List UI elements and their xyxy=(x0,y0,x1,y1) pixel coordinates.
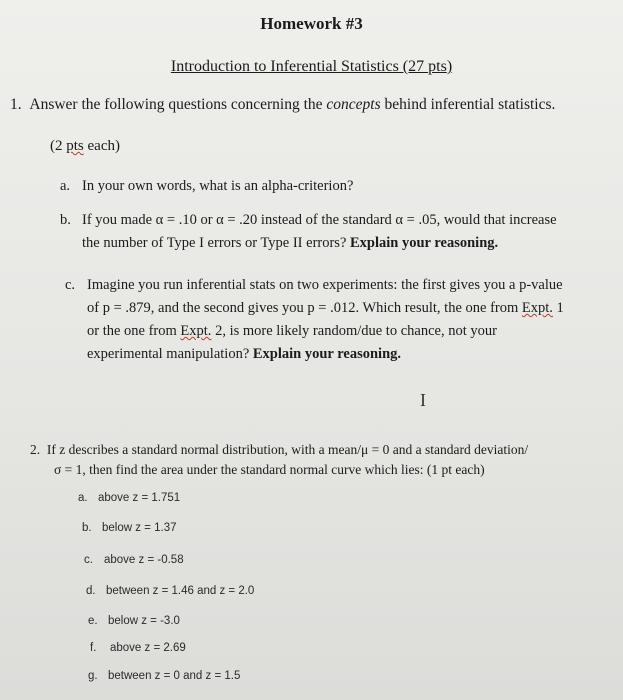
question-2b-text: below z = 1.37 xyxy=(102,522,177,534)
question-2c-text: above z = -0.58 xyxy=(104,554,184,566)
question-2d-text: between z = 1.46 and z = 2.0 xyxy=(106,585,255,597)
subtitle-main: Introduction to Inferential Statistics (27 xyxy=(170,58,429,75)
question-1-points xyxy=(50,138,120,155)
question-2e-text: below z = -3.0 xyxy=(108,615,180,627)
question-2b xyxy=(82,522,176,534)
question-2b-label: b. xyxy=(82,522,92,534)
question-1c xyxy=(65,274,564,366)
question-1a xyxy=(60,175,353,198)
question-1b-label: b. xyxy=(60,212,71,228)
question-2e xyxy=(88,615,180,627)
text-cursor-icon: I xyxy=(420,390,426,410)
question-1-prompt-end: behind inferential statistics. xyxy=(380,96,556,113)
subtitle-end: ) xyxy=(446,58,453,75)
question-2d xyxy=(86,585,254,597)
question-2a xyxy=(78,492,180,504)
question-1c-line3-end: 2, is more likely random/due to chance, not your xyxy=(211,323,497,339)
page-subtitle xyxy=(0,58,623,76)
question-2a-text: above z = 1.751 xyxy=(98,492,181,504)
points-open: (2 xyxy=(50,138,67,154)
question-2-line1 xyxy=(30,440,528,460)
question-1c-expt-1: Expt. xyxy=(521,300,553,316)
question-2g xyxy=(88,670,240,682)
question-1-prompt xyxy=(10,96,555,114)
question-2d-label: d. xyxy=(86,585,96,597)
question-1-number: 1. xyxy=(10,96,22,113)
question-2-line1-text: If z describes a standard normal distribution, with a mean/μ = 0 and a standard deviation/ xyxy=(46,442,529,457)
question-1c-line1 xyxy=(65,274,564,297)
question-1c-expt-2: Expt. xyxy=(180,323,212,339)
question-2c-label: c. xyxy=(84,554,93,566)
question-1c-label: c. xyxy=(65,277,76,293)
question-1a-text: In your own words, what is an alpha-criterion? xyxy=(82,178,354,194)
question-2f-text: above z = 2.69 xyxy=(110,642,186,654)
question-1b-line1-text: If you made α = .10 or α = .20 instead of the standard α = .05, would that increase xyxy=(82,212,557,228)
question-2f-label: f. xyxy=(90,642,97,654)
question-2-line2: σ = 1, then find the area under the standard normal curve which lies: (1 pt each) xyxy=(54,462,485,477)
points-pts: pts xyxy=(66,138,84,154)
question-1b-explain: Explain your reasoning. xyxy=(350,235,499,251)
question-1c-line2 xyxy=(65,297,564,320)
question-1c-explain: Explain your reasoning. xyxy=(252,346,402,362)
question-1b-line1 xyxy=(60,209,557,232)
question-1-prompt-start: Answer the following questions concerning the xyxy=(29,96,327,113)
question-1a-label: a. xyxy=(60,178,71,194)
question-2f xyxy=(90,642,186,654)
question-1c-line1-text: Imagine you run inferential stats on two experiments: the first gives you a p-value xyxy=(87,277,563,293)
question-1c-line3 xyxy=(65,320,564,343)
question-2a-label: a. xyxy=(78,492,88,504)
question-2-number: 2. xyxy=(30,442,41,457)
question-1c-line4 xyxy=(65,343,564,366)
question-1b xyxy=(60,209,557,255)
question-1c-line2-text: of p = .879, and the second gives you p = .012. Which result, the one from xyxy=(87,300,522,316)
question-1c-line2-end: 1 xyxy=(552,300,564,316)
question-2-prompt xyxy=(30,440,528,480)
points-close: each) xyxy=(83,138,120,154)
question-1c-line3-text: or the one from xyxy=(87,323,181,339)
page-title: Homework #3 xyxy=(260,14,363,33)
question-2g-text: between z = 0 and z = 1.5 xyxy=(108,670,241,682)
question-1b-line2-text: the number of Type I errors or Type II errors? xyxy=(82,235,351,251)
question-2e-label: e. xyxy=(88,615,98,627)
question-2c xyxy=(84,554,184,566)
question-1c-line4-text: experimental manipulation? xyxy=(87,346,253,362)
question-2g-label: g. xyxy=(88,670,98,682)
question-1b-line2 xyxy=(60,232,557,255)
question-1-prompt-em: concepts xyxy=(326,96,381,113)
subtitle-pts: pts xyxy=(428,58,447,75)
